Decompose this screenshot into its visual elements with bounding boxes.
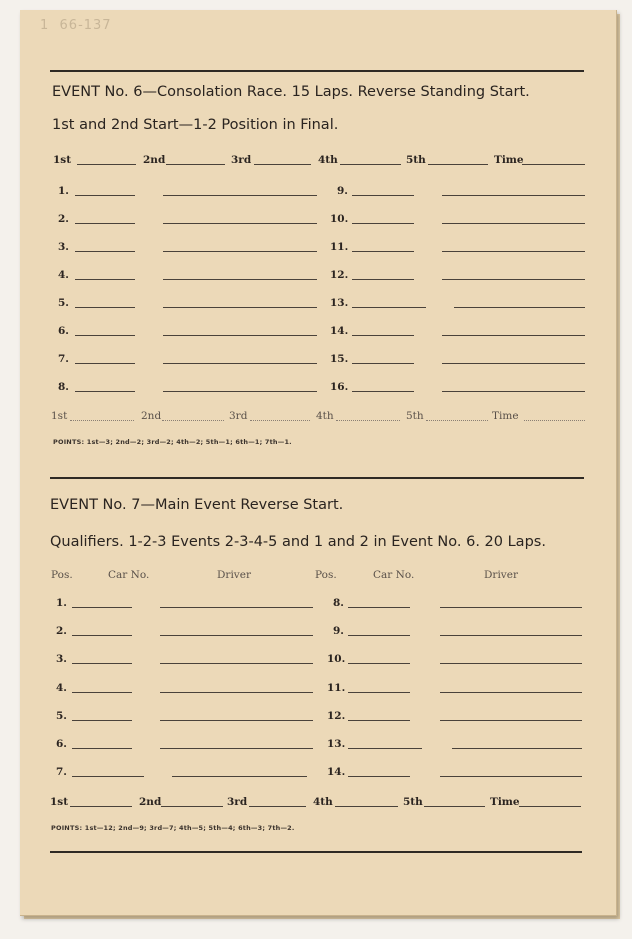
corner-note: 1 66-137 (40, 18, 112, 33)
event6-driver-line-left[interactable] (163, 251, 317, 252)
event6-pos-left: 2. (58, 213, 69, 225)
event6-header-label-2nd: 2nd (143, 154, 166, 166)
event7-driver-line-right[interactable] (440, 692, 582, 693)
event6-carno-line-right[interactable] (352, 223, 414, 224)
event6-footer-label-1st: 1st (51, 410, 68, 422)
event6-driver-line-left[interactable] (163, 195, 317, 196)
event7-pos-right: 10. (327, 653, 346, 666)
event6-carno-line-right[interactable] (352, 335, 414, 336)
event6-header-line-1st[interactable] (77, 164, 136, 165)
event6-driver-line-right[interactable] (442, 391, 585, 392)
event6-pos-right: 14. (330, 325, 349, 337)
event7-carno-line-right[interactable] (348, 748, 422, 749)
event7-driver-line-right[interactable] (440, 720, 582, 721)
event6-driver-line-left[interactable] (163, 363, 317, 364)
event6-pos-left: 7. (58, 353, 69, 365)
event6-pos-right: 15. (330, 353, 349, 365)
event7-footer-line-4th[interactable] (335, 806, 398, 807)
event6-pos-right: 11. (330, 241, 349, 253)
event6-driver-line-left[interactable] (163, 279, 317, 280)
event7-carno-line-left[interactable] (72, 635, 132, 636)
event6-pos-left: 5. (58, 297, 69, 309)
event7-col-driver-left: Driver (217, 569, 251, 581)
event7-carno-line-right[interactable] (348, 720, 410, 721)
event7-carno-line-left[interactable] (72, 748, 132, 749)
event7-driver-line-left[interactable] (160, 663, 313, 664)
event6-pos-right: 12. (330, 269, 349, 281)
event7-carno-line-left[interactable] (72, 720, 132, 721)
event7-driver-line-right[interactable] (440, 607, 582, 608)
event6-subtitle: 1st and 2nd Start—1-2 Position in Final. (52, 117, 339, 133)
event6-driver-line-right[interactable] (442, 279, 585, 280)
event7-footer-label-4th: 4th (313, 796, 333, 808)
event6-footer-line-2nd[interactable] (162, 420, 224, 421)
event7-pos-left: 4. (56, 681, 67, 694)
event6-driver-line-right[interactable] (442, 195, 585, 196)
program-page (20, 10, 617, 916)
event6-pos-right: 10. (330, 213, 349, 225)
event7-footer-line-1st[interactable] (70, 806, 132, 807)
event7-carno-line-right[interactable] (348, 692, 410, 693)
event7-carno-line-right[interactable] (348, 776, 410, 777)
event6-footer-label-time: Time (492, 410, 519, 422)
event6-pos-left: 1. (58, 185, 69, 197)
event7-col-carno-right: Car No. (373, 569, 415, 581)
event6-footer-line-time[interactable] (524, 420, 585, 421)
event7-driver-line-right[interactable] (440, 776, 582, 777)
top-divider (50, 70, 584, 72)
event7-pos-right: 11. (327, 681, 346, 694)
event6-driver-line-right[interactable] (442, 363, 585, 364)
event7-footer-line-2nd[interactable] (161, 806, 223, 807)
event7-pos-right: 12. (327, 709, 346, 722)
event7-footer-label-time: Time (490, 796, 520, 808)
event6-driver-line-right[interactable] (442, 335, 585, 336)
event7-driver-line-right[interactable] (440, 663, 582, 664)
event6-pos-left: 8. (58, 381, 69, 393)
event6-carno-line-left[interactable] (75, 251, 135, 252)
event6-pos-right: 16. (330, 381, 349, 393)
event7-pos-left: 7. (56, 766, 67, 779)
event6-footer-label-2nd: 2nd (141, 410, 162, 422)
event6-carno-line-right[interactable] (352, 363, 414, 364)
event7-pos-left: 3. (56, 653, 67, 666)
event7-pos-left: 2. (56, 625, 67, 638)
event6-carno-line-right[interactable] (352, 307, 426, 308)
event6-pos-left: 3. (58, 241, 69, 253)
event6-footer-line-3rd[interactable] (250, 420, 310, 421)
middle-divider (50, 477, 584, 479)
event7-pos-right: 8. (333, 597, 344, 609)
event6-footer-line-5th[interactable] (426, 420, 488, 421)
event6-driver-line-left[interactable] (163, 335, 317, 336)
event7-pos-left: 5. (56, 709, 67, 722)
event7-driver-line-left[interactable] (160, 692, 313, 693)
event6-footer-label-3rd: 3rd (229, 410, 248, 422)
event6-carno-line-left[interactable] (75, 391, 135, 392)
event6-footer-label-5th: 5th (406, 410, 424, 422)
event7-pos-left: 1. (56, 597, 67, 609)
event7-col-carno-left: Car No. (108, 569, 150, 581)
event6-driver-line-right[interactable] (442, 223, 585, 224)
event7-title: EVENT No. 7—Main Event Reverse Start. (50, 497, 344, 513)
event7-driver-line-right[interactable] (452, 748, 582, 749)
event7-carno-line-left[interactable] (72, 692, 132, 693)
event6-header-line-time[interactable] (522, 164, 585, 165)
event6-carno-line-right[interactable] (352, 391, 414, 392)
event7-footer-line-3rd[interactable] (249, 806, 306, 807)
event6-carno-line-right[interactable] (352, 251, 414, 252)
event6-header-label-time: Time (494, 154, 524, 166)
event6-driver-line-left[interactable] (163, 391, 317, 392)
event6-carno-line-left[interactable] (75, 195, 135, 196)
event7-pos-right: 9. (333, 625, 344, 638)
event6-header-line-4th[interactable] (340, 164, 401, 165)
event6-pos-right: 9. (337, 185, 348, 197)
event7-footer-label-2nd: 2nd (139, 796, 162, 808)
event7-driver-line-left[interactable] (160, 720, 313, 721)
event6-pos-left: 6. (58, 325, 69, 337)
event6-title: EVENT No. 6—Consolation Race. 15 Laps. Reverse Standing Start. (52, 84, 530, 100)
event6-pos-left: 4. (58, 269, 69, 281)
event7-col-driver-right: Driver (484, 569, 518, 581)
event7-carno-line-right[interactable] (348, 663, 410, 664)
event7-pos-left: 6. (56, 738, 67, 750)
event6-carno-line-left[interactable] (75, 279, 135, 280)
event6-carno-line-right[interactable] (352, 195, 414, 196)
event7-carno-line-left[interactable] (72, 663, 132, 664)
event6-header-label-5th: 5th (406, 154, 426, 166)
event6-carno-line-left[interactable] (75, 335, 135, 336)
event6-header-label-1st: 1st (53, 154, 72, 166)
event7-points: POINTS: 1st—12; 2nd—9; 3rd—7; 4th—5; 5th—4; 6th—3; 7th—2. (51, 824, 295, 832)
event7-footer-label-3rd: 3rd (227, 796, 248, 808)
event6-driver-line-right[interactable] (454, 307, 585, 308)
event6-header-line-3rd[interactable] (254, 164, 311, 165)
event6-header-label-4th: 4th (318, 154, 338, 166)
event6-carno-line-left[interactable] (75, 223, 135, 224)
event6-header-line-2nd[interactable] (166, 164, 225, 165)
event7-driver-line-left[interactable] (172, 776, 307, 777)
event6-header-line-5th[interactable] (428, 164, 488, 165)
event7-carno-line-right[interactable] (348, 635, 410, 636)
event7-driver-line-left[interactable] (160, 607, 313, 608)
event7-carno-line-left[interactable] (72, 776, 144, 777)
event7-col-pos-right: Pos. (315, 569, 337, 581)
event7-pos-right: 13. (327, 738, 346, 750)
event6-driver-line-left[interactable] (163, 223, 317, 224)
event6-driver-line-left[interactable] (163, 307, 317, 308)
event6-points: POINTS: 1st—3; 2nd—2; 3rd—2; 4th—2; 5th—1; 6th—1; 7th—1. (53, 438, 292, 446)
event6-pos-right: 13. (330, 297, 349, 309)
event7-driver-line-right[interactable] (440, 635, 582, 636)
bottom-divider (50, 851, 582, 853)
event6-carno-line-left[interactable] (75, 307, 135, 308)
event7-carno-line-right[interactable] (348, 607, 410, 608)
event7-subtitle: Qualifiers. 1-2-3 Events 2-3-4-5 and 1 and 2 in Event No. 6. 20 Laps. (50, 534, 546, 550)
event7-footer-line-5th[interactable] (424, 806, 485, 807)
event6-driver-line-right[interactable] (442, 251, 585, 252)
event7-pos-right: 14. (327, 766, 346, 779)
event7-col-pos-left: Pos. (51, 569, 73, 581)
event6-footer-label-4th: 4th (316, 410, 334, 422)
event7-footer-line-time[interactable] (519, 806, 581, 807)
event6-carno-line-left[interactable] (75, 363, 135, 364)
event6-footer-line-4th[interactable] (336, 420, 400, 421)
event7-driver-line-left[interactable] (160, 635, 313, 636)
event7-driver-line-left[interactable] (160, 748, 313, 749)
event7-carno-line-left[interactable] (72, 607, 132, 608)
event6-carno-line-right[interactable] (352, 279, 414, 280)
event6-footer-line-1st[interactable] (70, 420, 134, 421)
event7-footer-label-5th: 5th (403, 796, 423, 808)
event7-footer-label-1st: 1st (50, 796, 69, 808)
event6-header-label-3rd: 3rd (231, 154, 252, 166)
